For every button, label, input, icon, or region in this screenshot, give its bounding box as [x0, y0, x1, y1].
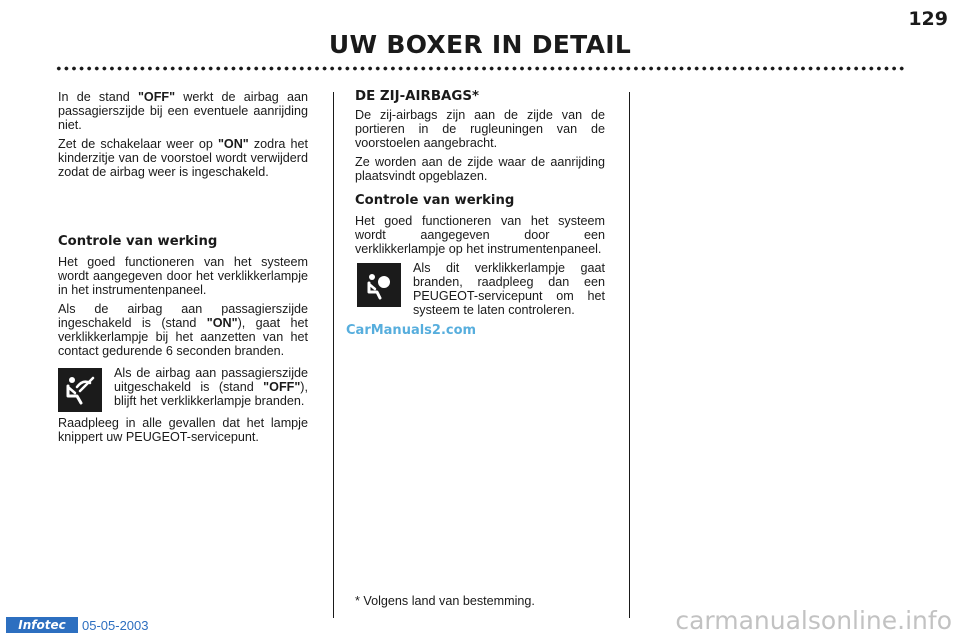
column-divider-right [629, 92, 630, 618]
paragraph-off-lamp [58, 366, 308, 408]
paragraph-off-mode [58, 90, 308, 132]
paragraph-side-lamp [355, 261, 605, 317]
paragraph-on-mode [58, 137, 308, 179]
paragraph-side-airbag-location: De zij-airbags zijn aan de zijde van de portieren in de rugleuningen van de voorstoelen aangebracht. [355, 108, 605, 150]
text-run-bold: "OFF" [137, 90, 176, 104]
text-run: zodra het kinderzitje van de voorstoel wordt verwijderd zodat de airbag weer is ingeschakeld. [58, 137, 308, 179]
paragraph-side-system-check: Het goed functioneren van het systeem wordt aangegeven door een verklikkerlampje op het instrumentenpaneel. [355, 214, 605, 256]
dotted-divider [55, 66, 905, 71]
text-run: Als de airbag aan passagierszijde uitgeschakeld is (stand [114, 366, 308, 394]
section-heading-left: Controle van werking [58, 234, 218, 249]
text-run-bold: "OFF" [263, 380, 301, 394]
text-run: Zet de schakelaar weer op [58, 137, 218, 151]
paragraph-on-lamp [58, 302, 308, 358]
section-title-side-airbags: DE ZIJ-AIRBAGS* [355, 89, 480, 104]
page-title: UW BOXER IN DETAIL [328, 30, 632, 59]
paragraph-flashing-lamp: Raadpleeg in alle gevallen dat het lampje knippert uw PEUGEOT-servicepunt. [58, 416, 308, 444]
section-heading-middle: Controle van werking [355, 193, 515, 208]
footnote: * Volgens land van bestemming. [355, 594, 535, 608]
text-run: ), blijft het verklikkerlampje branden. [114, 380, 308, 408]
spacer [58, 184, 308, 235]
watermark-center: CarManuals2.com [346, 323, 477, 338]
left-column [58, 90, 308, 449]
column-divider-left [333, 92, 334, 618]
text-run: Als de airbag aan passagierszijde ingeschakeld is (stand [58, 302, 308, 330]
footer-date: 05-05-2003 [82, 618, 149, 633]
text-run: ), gaat het verklikkerlampje bij het aanzetten van het contact gedurende 6 seconden branden. [58, 316, 309, 358]
text-run-bold: "ON" [217, 137, 249, 151]
middle-column [355, 90, 605, 322]
airbag-off-warning-icon [58, 368, 102, 412]
text-run: In de stand [58, 90, 138, 104]
paragraph-side-airbag-deploy: Ze worden aan de zijde waar de aanrijding plaatsvindt opgeblazen. [355, 155, 605, 183]
text-run: werkt de airbag aan passagierszijde bij een eventuele aanrijding niet. [58, 90, 308, 132]
infotec-badge: Infotec [6, 617, 78, 633]
text-run-bold: "ON" [206, 316, 238, 330]
page-number: 129 [908, 8, 948, 30]
airbag-warning-icon [357, 263, 401, 307]
text-run: Als dit verklikkerlampje gaat branden, raadpleeg dan een PEUGEOT-servicepunt om het systeem te laten controleren. [413, 261, 605, 317]
paragraph-system-check: Het goed functioneren van het systeem wordt aangegeven door het verklikkerlampje in het instrumentenpaneel. [58, 255, 308, 297]
watermark-bottom: carmanualsonline.info [675, 606, 952, 635]
